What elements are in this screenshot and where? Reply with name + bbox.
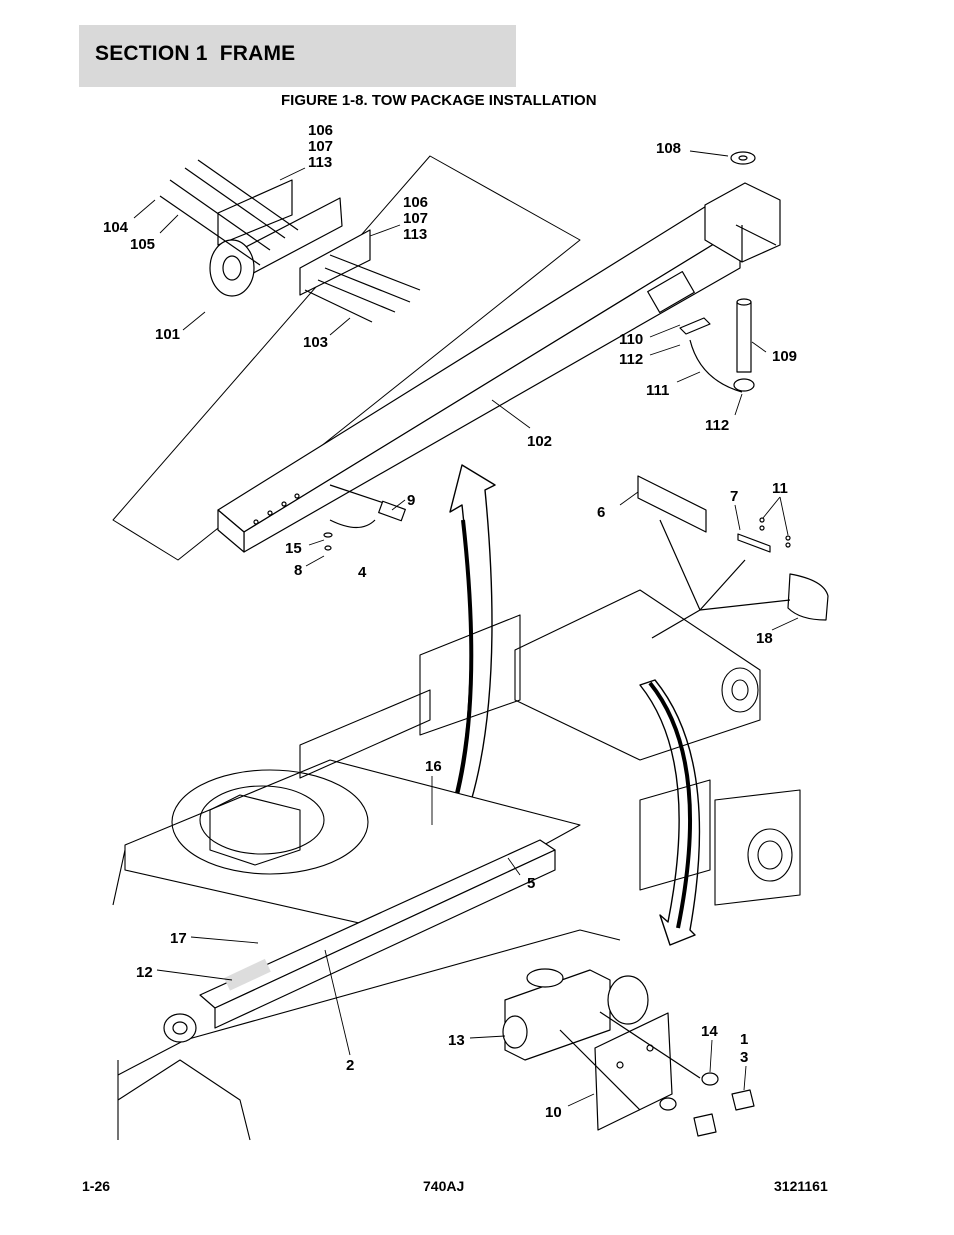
callout-111: 111 bbox=[646, 382, 670, 399]
callout-15: 15 bbox=[285, 540, 302, 557]
washer-108-drawing bbox=[731, 152, 755, 164]
callout-112a: 112 bbox=[619, 351, 644, 368]
callout-101: 101 bbox=[155, 326, 181, 343]
callout-13: 13 bbox=[448, 1032, 465, 1049]
callout-16: 16 bbox=[425, 758, 442, 775]
callout-6: 6 bbox=[597, 504, 606, 521]
decal-7-drawing bbox=[738, 534, 770, 552]
callout-113b: 113 bbox=[403, 226, 428, 243]
callout-18: 18 bbox=[756, 630, 773, 647]
section-title: SECTION 1 FRAME bbox=[95, 42, 296, 65]
decal-18-drawing bbox=[788, 574, 828, 620]
callout-17: 17 bbox=[170, 930, 187, 947]
washer-14-drawing bbox=[702, 1073, 718, 1085]
callout-11: 11 bbox=[772, 480, 788, 497]
callout-108: 108 bbox=[656, 140, 682, 157]
callout-107a: 107 bbox=[308, 138, 334, 155]
decal-6-drawing bbox=[638, 476, 706, 532]
bolt-1-drawing bbox=[732, 1090, 754, 1110]
callout-106b: 106 bbox=[403, 194, 429, 211]
figure-title: FIGURE 1-8. TOW PACKAGE INSTALLATION bbox=[281, 92, 597, 109]
callout-103: 103 bbox=[303, 334, 329, 351]
callout-102: 102 bbox=[527, 433, 553, 450]
callout-5: 5 bbox=[527, 875, 536, 892]
model-name: 740AJ bbox=[423, 1178, 465, 1194]
callout-110: 110 bbox=[619, 331, 644, 348]
callout-12: 12 bbox=[136, 964, 153, 981]
callout-2: 2 bbox=[346, 1057, 355, 1074]
callout-106a: 106 bbox=[308, 122, 334, 139]
callout-4: 4 bbox=[358, 564, 367, 581]
callout-109: 109 bbox=[772, 348, 798, 365]
callout-9: 9 bbox=[407, 492, 416, 509]
callout-1: 1 bbox=[740, 1031, 749, 1048]
callout-3: 3 bbox=[740, 1049, 749, 1066]
callout-10: 10 bbox=[545, 1104, 562, 1121]
callout-8: 8 bbox=[294, 562, 303, 579]
callout-112b: 112 bbox=[705, 417, 730, 434]
callout-105: 105 bbox=[130, 236, 156, 253]
page-number: 1-26 bbox=[82, 1178, 111, 1194]
mounting-plates bbox=[160, 160, 420, 322]
document-number: 3121161 bbox=[774, 1178, 828, 1194]
pin-109-drawing bbox=[734, 299, 754, 391]
callout-7: 7 bbox=[730, 488, 739, 505]
callout-104: 104 bbox=[103, 219, 129, 236]
callout-113a: 113 bbox=[308, 154, 333, 171]
callout-14: 14 bbox=[701, 1023, 718, 1040]
callout-107b: 107 bbox=[403, 210, 429, 227]
